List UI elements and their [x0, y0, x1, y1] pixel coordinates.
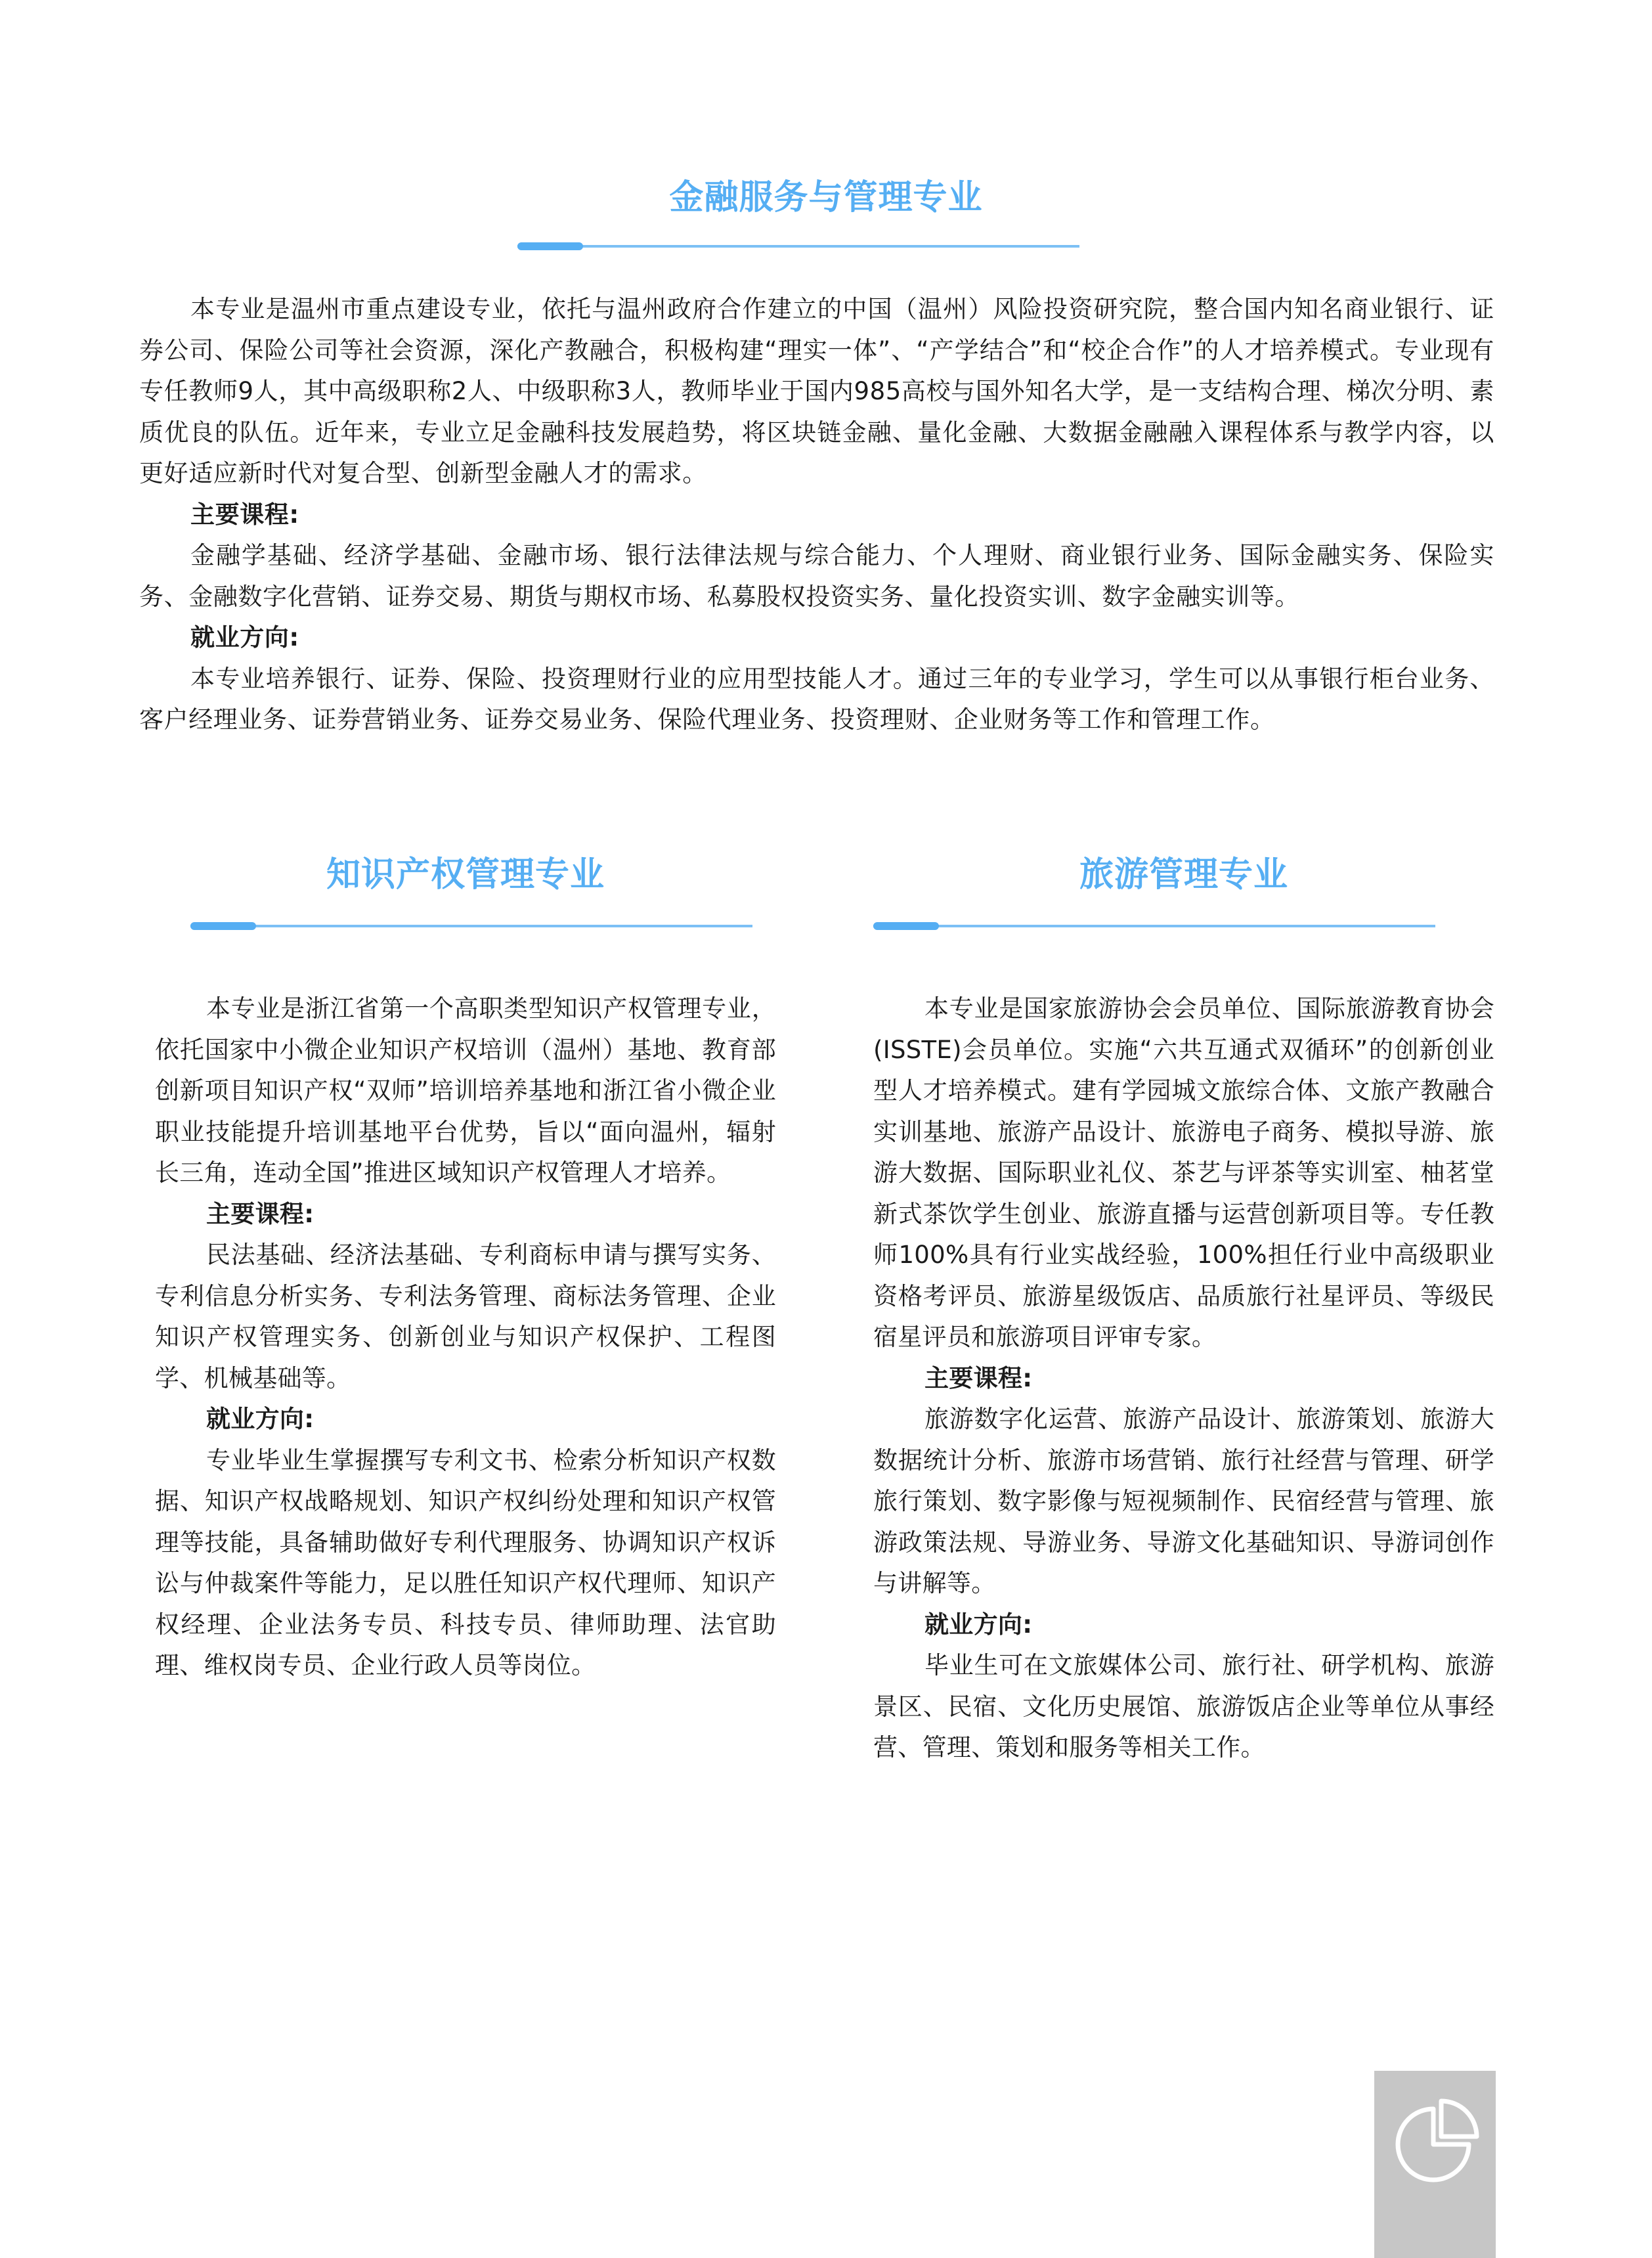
- ip-courses-heading: 主要课程:: [206, 1199, 315, 1228]
- finance-career: 本专业培养银行、证券、保险、投资理财行业的应用型技能人才。通过三年的专业学习，学生可以从事银行柜台业务、客户经理业务、证券营销业务、证券交易业务、保险代理业务、投资理财、企业财务等工作和管理工作。: [139, 664, 1494, 734]
- ip-intro: 本专业是浙江省第一个高职类型知识产权管理专业，依托国家中小微企业知识产权培训（温州）基地、教育部创新项目知识产权“双师”培训培养基地和浙江省小微企业职业技能提升培训基地平台优势，旨以“面向温州，辐射长三角，连动全国”推进区域知识产权管理人才培养。: [155, 994, 776, 1187]
- finance-title-divider: [517, 245, 1079, 248]
- tourism-title: 旅游管理专业: [1079, 855, 1288, 895]
- ip-career-heading: 就业方向:: [206, 1405, 315, 1433]
- corner-tab: [1374, 2071, 1496, 2258]
- finance-intro: 本专业是温州市重点建设专业，依托与温州政府合作建立的中国（温州）风险投资研究院，整合国内知名商业银行、证券公司、保险公司等社会资源，深化产教融合，积极构建“理实一体”、“产学结合”和“校企合作”的人才培养模式。专业现有专任教师9人，其中高级职称2人、中级职称3人，教师毕业于国内985高校与国外知名大学，是一支结构合理、梯次分明、素质优良的队伍。近年来，专业立足金融科技发展趋势，将区块链金融、量化金融、大数据金融融入课程体系与教学内容，以更好适应新时代对复合型、创新型金融人才的需求。: [139, 295, 1494, 487]
- ip-title-divider: [190, 925, 752, 927]
- ip-title: 知识产权管理专业: [326, 855, 605, 895]
- tourism-intro: 本专业是国家旅游协会会员单位、国际旅游教育协会(ISSTE)会员单位。实施“六共互通式双循环”的创新创业型人才培养模式。建有学园城文旅综合体、文旅产教融合实训基地、旅游产品设计、旅游电子商务、模拟导游、旅游大数据、国际职业礼仪、茶艺与评茶等实训室、柚茗堂新式茶饮学生创业、旅游直播与运营创新项目等。专任教师100%具有行业实战经验，100%担任行业中高级职业资格考评员、旅游星级饭店、品质旅行社星评员、等级民宿星评员和旅游项目评审专家。: [873, 994, 1494, 1351]
- tourism-career-heading: 就业方向:: [924, 1610, 1033, 1639]
- finance-career-heading: 就业方向:: [190, 623, 299, 652]
- tourism-title-divider: [873, 925, 1435, 927]
- tourism-courses: 旅游数字化运营、旅游产品设计、旅游策划、旅游大数据统计分析、旅游市场营销、旅行社经营与管理、研学旅行策划、数字影像与短视频制作、民宿经营与管理、旅游政策法规、导游业务、导游文化基础知识、导游词创作与讲解等。: [873, 1405, 1494, 1597]
- tourism-section: [873, 988, 1494, 1769]
- tourism-career: 毕业生可在文旅媒体公司、旅行社、研学机构、旅游景区、民宿、文化历史展馆、旅游饭店企业等单位从事经营、管理、策划和服务等相关工作。: [873, 1651, 1494, 1761]
- tourism-courses-heading: 主要课程:: [924, 1363, 1033, 1392]
- ip-courses: 民法基础、经济法基础、专利商标申请与撰写实务、专利信息分析实务、专利法务管理、商标法务管理、企业知识产权管理实务、创新创业与知识产权保护、工程图学、机械基础等。: [155, 1241, 776, 1392]
- finance-title: 金融服务与管理专业: [669, 178, 983, 217]
- finance-courses-heading: 主要课程:: [190, 500, 299, 529]
- pie-chart-icon: [1386, 2097, 1485, 2196]
- ip-career: 专业毕业生掌握撰写专利文书、检索分析知识产权数据、知识产权战略规划、知识产权纠纷处理和知识产权管理等技能，具备辅助做好专利代理服务、协调知识产权诉讼与仲裁案件等能力，足以胜任知识产权代理师、知识产权经理、企业法务专员、科技专员、律师助理、法官助理、维权岗专员、企业行政人员等岗位。: [155, 1446, 776, 1679]
- finance-section: [139, 289, 1494, 741]
- finance-courses: 金融学基础、经济学基础、金融市场、银行法律法规与综合能力、个人理财、商业银行业务、国际金融实务、保险实务、金融数字化营销、证券交易、期货与期权市场、私募股权投资实务、量化投资实训、数字金融实训等。: [139, 541, 1494, 611]
- ip-section: [155, 988, 776, 1687]
